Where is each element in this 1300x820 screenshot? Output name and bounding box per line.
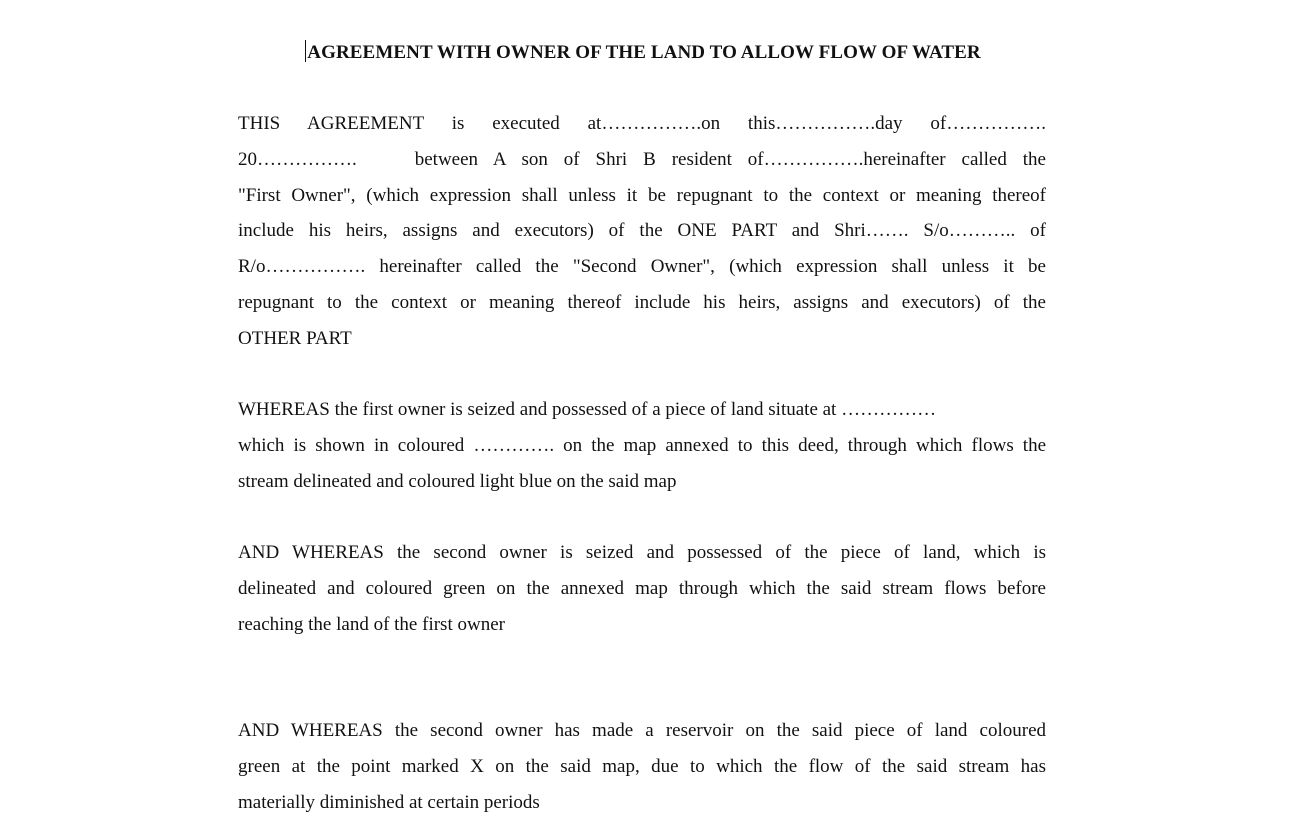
line-gap xyxy=(357,142,415,178)
document-title-container xyxy=(0,40,1286,64)
paragraph-line: materially diminished at certain periods xyxy=(238,791,540,813)
paragraph-line: THIS AGREEMENT is executed at…………….on this…………….day of……………. xyxy=(238,113,1046,134)
paragraph-line: "First Owner", (which expression shall unless it be repugnant to the context or meaning thereof xyxy=(238,184,1046,206)
paragraph-line-split xyxy=(238,142,1046,178)
document-title: AGREEMENT WITH OWNER OF THE LAND TO ALLOW FLOW OF WATER xyxy=(307,42,981,63)
paragraph-line: green at the point marked X on the said map, due to which the flow of the said stream has xyxy=(238,755,1046,777)
paragraph-line: OTHER PART xyxy=(238,327,352,349)
paragraph-line: R/o……………. hereinafter called the "Second Owner", (which expression shall unless it be xyxy=(238,256,1046,278)
paragraph-line: which is shown in coloured …………. on the map annexed to this deed, through which flows the xyxy=(238,434,1046,456)
paragraph-whereas-reservoir xyxy=(238,713,1046,820)
date-blank-prefix: 20……………. xyxy=(238,148,357,170)
paragraph-line: stream delineated and coloured light blue on the said map xyxy=(238,470,677,492)
paragraph-line: WHEREAS the first owner is seized and possessed of a piece of land situate at …………… xyxy=(238,399,937,420)
paragraph-line: between A son of Shri B resident of…………….hereinafter called the xyxy=(414,148,1046,170)
paragraph-line: AND WHEREAS the second owner has made a reservoir on the said piece of land coloured xyxy=(238,720,1046,741)
paragraph-parties xyxy=(238,106,1046,357)
paragraph-line: repugnant to the context or meaning thereof include his heirs, assigns and executors) of the xyxy=(238,291,1046,313)
paragraph-whereas-first-owner xyxy=(238,392,1046,499)
paragraph-line: delineated and coloured green on the annexed map through which the said stream flows before xyxy=(238,577,1046,599)
paragraph-line: reaching the land of the first owner xyxy=(238,613,505,635)
paragraph-whereas-second-owner xyxy=(238,535,1046,642)
paragraph-line: include his heirs, assigns and executors) of the ONE PART and Shri……. S/o……….. of xyxy=(238,220,1046,242)
paragraph-line: AND WHEREAS the second owner is seized and possessed of the piece of land, which is xyxy=(238,542,1046,563)
